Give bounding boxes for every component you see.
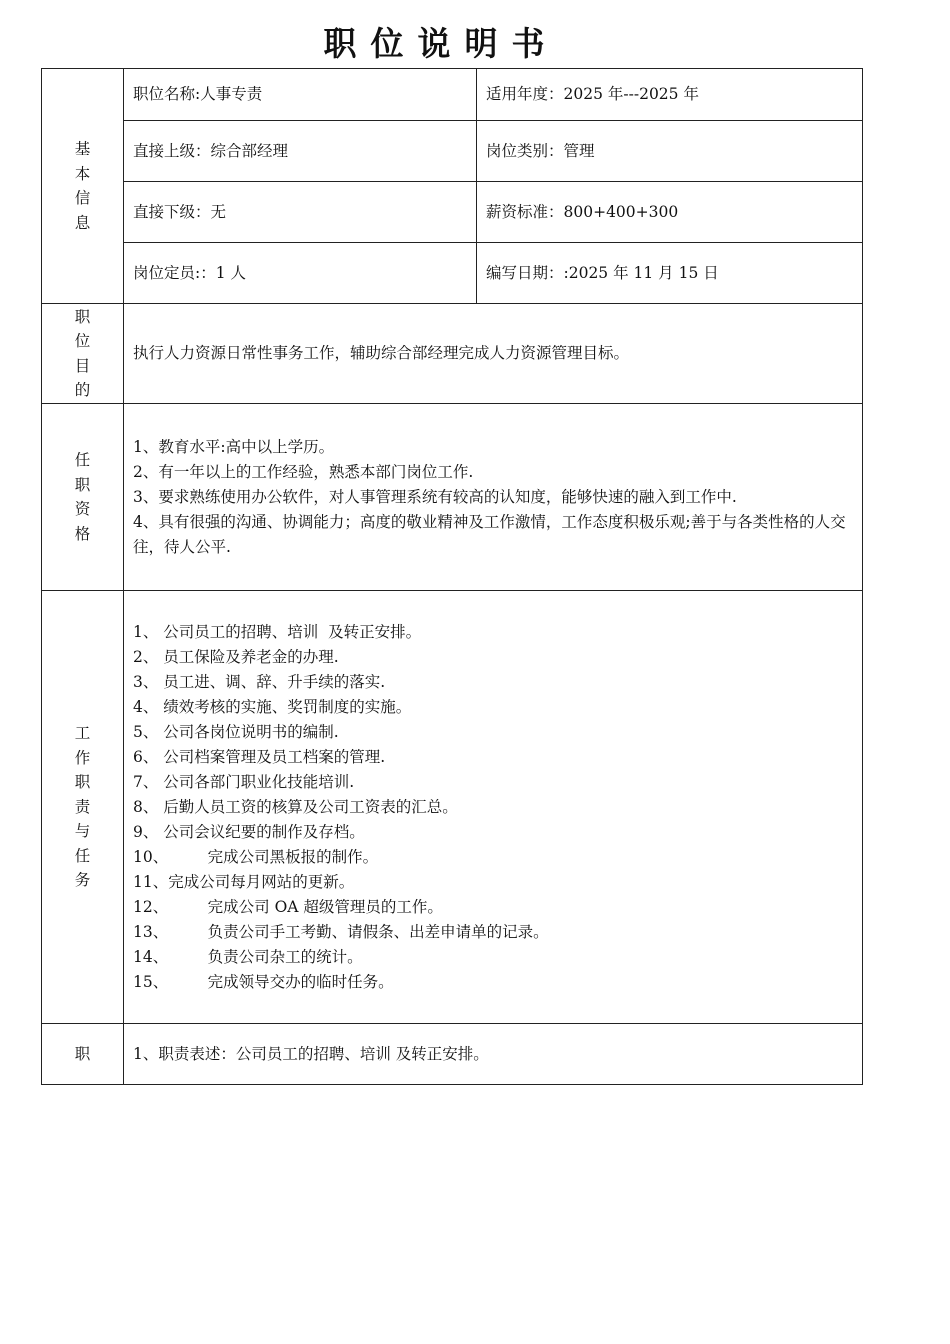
list-item: 2、 员工保险及养老金的办理. — [133, 647, 339, 666]
list-item: 3、 员工进、调、辞、升手续的落实. — [133, 672, 386, 691]
table-row — [42, 404, 863, 591]
label-char: 资 — [74, 500, 91, 518]
label-char: 位 — [74, 332, 91, 350]
label-char: 本 — [74, 164, 91, 183]
direct-superior-cell: 直接上级：综合部经理 — [124, 121, 477, 182]
label-char: 职 — [74, 307, 91, 326]
label-char: 职 — [74, 475, 91, 494]
list-item: 7、 公司各部门职业化技能培训. — [133, 772, 355, 791]
list-item: 10、 完成公司黑板报的制作。 — [133, 847, 379, 866]
label-char: 目 — [74, 356, 91, 375]
label-char: 信 — [74, 189, 91, 207]
list-item: 13、 负责公司手工考勤、请假条、出差申请单的记录。 — [133, 922, 549, 941]
table-row — [42, 304, 863, 404]
basic-info-label — [42, 69, 124, 304]
label-char: 息 — [74, 213, 91, 232]
label-char: 的 — [74, 381, 91, 399]
duties-label — [42, 591, 124, 1024]
label-char: 责 — [74, 797, 91, 816]
salary-standard-cell: 薪资标准：800+400+300 — [477, 182, 863, 243]
list-item: 4、 绩效考核的实施、奖罚制度的实施。 — [133, 697, 412, 716]
list-item: 14、 负责公司杂工的统计。 — [133, 947, 363, 966]
list-item: 8、 后勤人员工资的核算及公司工资表的汇总。 — [133, 797, 458, 816]
table-row — [42, 69, 863, 121]
list-item: 15、 完成领导交办的临时任务。 — [133, 972, 394, 991]
list-item: 6、 公司档案管理及员工档案的管理. — [133, 747, 386, 766]
list-item: 3、要求熟练使用办公软件，对人事管理系统有较高的认知度，能够快速的融入到工作中. — [133, 487, 737, 506]
list-item: 1、 公司员工的招聘、培训 及转正安排。 — [133, 622, 422, 641]
table-row — [42, 1024, 863, 1085]
position-name-cell: 职位名称:人事专责 — [124, 69, 477, 121]
table-row — [42, 243, 863, 304]
list-item: 12、 完成公司 OA 超级管理员的工作。 — [133, 897, 443, 916]
duty-detail-text: 1、职责表述：公司员工的招聘、培训 及转正安排。 — [124, 1024, 863, 1085]
qualifications-list — [124, 404, 863, 591]
label-char: 任 — [74, 451, 91, 469]
table-row — [42, 182, 863, 243]
job-description-table — [41, 68, 863, 1085]
purpose-label — [42, 304, 124, 404]
table-row — [42, 121, 863, 182]
purpose-text: 执行人力资源日常性事务工作，辅助综合部经理完成人力资源管理目标。 — [124, 304, 863, 404]
position-category-cell: 岗位类别：管理 — [477, 121, 863, 182]
label-char: 任 — [74, 846, 91, 865]
list-item: 11、完成公司每月网站的更新。 — [133, 872, 355, 891]
label-char: 作 — [74, 748, 91, 767]
list-item: 5、 公司各岗位说明书的编制. — [133, 722, 339, 741]
headcount-cell: 岗位定员:：1 人 — [124, 243, 477, 304]
label-char: 格 — [74, 524, 91, 543]
direct-subordinate-cell: 直接下级：无 — [124, 182, 477, 243]
label-char: 职 — [74, 773, 91, 792]
list-item: 2、有一年以上的工作经验，熟悉本部门岗位工作. — [133, 462, 474, 481]
document-title: 职位说明书 — [323, 24, 559, 63]
label-char: 基 — [74, 140, 91, 158]
label-char: 务 — [74, 871, 91, 890]
list-item: 4、具有很强的沟通、协调能力；高度的敬业精神及工作激情，工作态度积极乐观;善于与各类性格的人交往，待人公平. — [133, 512, 846, 556]
qualifications-label — [42, 404, 124, 591]
list-item: 9、 公司会议纪要的制作及存档。 — [133, 822, 365, 841]
label-char: 与 — [74, 822, 91, 841]
list-item: 1、教育水平:高中以上学历。 — [133, 437, 335, 456]
table-row — [42, 591, 863, 1024]
duty-detail-label: 职 — [42, 1024, 124, 1085]
duties-list — [124, 591, 863, 1024]
prepared-date-cell: 编写日期：:2025 年 11 月 15 日 — [477, 243, 863, 304]
label-char: 工 — [74, 724, 91, 743]
applicable-year-cell: 适用年度：2025 年---2025 年 — [477, 69, 863, 121]
